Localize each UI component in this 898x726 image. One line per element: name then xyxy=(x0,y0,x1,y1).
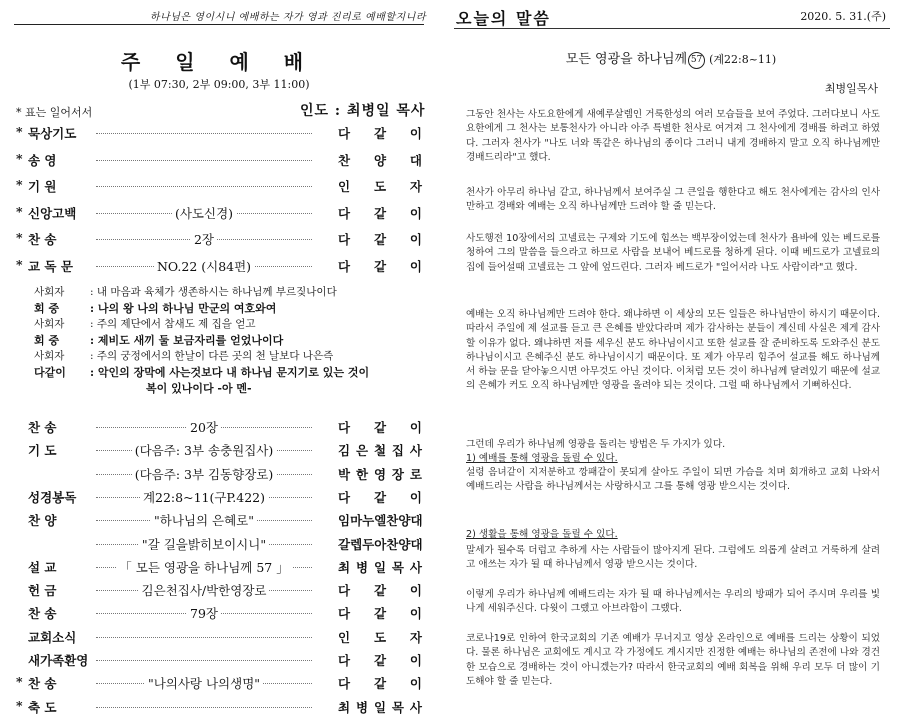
responsive-line xyxy=(90,382,480,396)
order-item-label: 축 도 xyxy=(28,699,57,715)
service-title: 주 일 예 배 xyxy=(120,50,318,74)
bulletin-date: 2020. 5. 31.(주) xyxy=(800,10,886,23)
sermon-paragraph-5: 설령 음녀같이 지저분하고 깡패같이 못되게 살아도 주일이 되면 가슴을 치며 회개하고 교회 나와서 예배드리는 사람을 하나님께서는 사랑하시고 그를 통해 영광 받으시는 것이다. xyxy=(466,467,880,493)
order-item-label: 찬 송 xyxy=(28,420,57,435)
responsive-speaker: 다같이 xyxy=(34,366,66,379)
stand-marker: * xyxy=(16,177,23,192)
sermon-paragraph-3: 사도행전 10장에서의 고넬료는 구제와 기도에 힘쓰는 백부장이었는데 천사가 욥바에 있는 베드로를 청하여 그의 말씀을 들으라고 하므로 사람을 보내어 베드로를 청하게 된다. 이때 베드로가 고넬료의 집에 들어설때 고넬료는 그 앞에 엎드린다. 그러자 베드로가 "일어서라 나도 사람이라"고 했다. xyxy=(466,233,880,273)
order-item-detail: "갈 길을밝히보이시니" xyxy=(96,535,312,553)
sermon-heading xyxy=(444,48,898,69)
order-item-detail: 김은천집사/박한영장로 xyxy=(96,581,312,599)
order-item-detail: 20장 xyxy=(96,418,312,436)
order-item-label: 교 독 문 xyxy=(28,258,73,274)
stand-marker: * xyxy=(16,124,23,139)
order-item-label: 헌 금 xyxy=(28,583,57,599)
order-item-detail: 「 모든 영광을 하나님께 57 」 xyxy=(96,558,312,576)
order-item-performer: 김 은 철 집 사 xyxy=(338,443,422,459)
order-item-performer: 임마누엘찬양대 xyxy=(338,513,423,529)
methods-lead: 그런데 우리가 하나님께 영광을 돌리는 방법은 두 가지가 있다. xyxy=(466,439,726,450)
todays-word-title: 오늘의 말씀 xyxy=(456,9,551,28)
order-item-performer: 찬 양 대 xyxy=(338,152,422,168)
order-item-performer: 다 같 이 xyxy=(338,653,422,668)
order-item xyxy=(16,674,422,692)
order-item-label: 묵상기도 xyxy=(28,126,77,141)
order-item-performer: 다 같 이 xyxy=(338,489,422,505)
order-item-performer: 인 도 자 xyxy=(338,629,422,645)
order-item-detail: (다음주: 3부 김동향장로) xyxy=(96,465,312,483)
order-item-performer: 인 도 자 xyxy=(338,179,422,194)
responsive-speaker: 회 중 xyxy=(34,334,60,347)
responsive-speaker: 사회자 xyxy=(34,318,65,330)
order-item-label: 기 도 xyxy=(28,443,57,459)
method-1-heading: 1) 예배를 통해 영광을 돌릴 수 있다. xyxy=(466,453,618,464)
responsive-text: 복이 있나이다 -아 멘- xyxy=(146,382,252,395)
order-item-label: 찬 양 xyxy=(28,513,57,529)
responsive-line xyxy=(34,286,424,299)
stand-marker: * xyxy=(16,150,23,166)
sermon-paragraph-2: 천사가 아무리 하나님 같고, 하나님께서 보여주실 그 큰일을 행한다고 해도 천사에게는 감사의 인사만하고 경배와 예배는 오직 하나님께만 드려야 할 줄 믿는다. xyxy=(466,187,880,213)
sermon-reference: (계22:8~11) xyxy=(709,53,777,66)
sermon-paragraph-4: 예배는 오직 하나님께만 드려야 한다. 왜냐하면 이 세상의 모든 일들은 하나님만이 하시기 때문이다. 따라서 주일에 제 설교를 듣고 큰 은혜를 받았다라며 제가 감사하는 분들이 계신데 사실은 제게 감사할 이유가 없다. 왜냐하면 저를 세우신 분도 하나님이시고 또한 설교를 잘 준비하도록 도와주신 분도 하나님이시고 은혜주신 분도 하나님이시기 때문이다. 또 제가 아무리 힘주어 설교를 해도 하나님께서 하늘 문을 닫아놓으시면 아무것도 아닌 것이다. 이처럼 모든 것이 하나님께 달려있기 때문에 설교의 은혜가 커도 오직 하나님께만 영광을 올려야 되는 것이다. 그럴 때 하나님께서 기뻐하신다. xyxy=(466,309,880,392)
responsive-text: : 주의 궁정에서의 한날이 다른 곳의 천 날보다 나은즉 xyxy=(90,350,334,362)
order-item-performer: 최 병 일 목 사 xyxy=(338,559,422,575)
dotted-leader xyxy=(96,707,312,708)
order-item-label: 성경봉독 xyxy=(28,489,77,505)
stand-marker: * xyxy=(16,674,23,690)
order-item-performer: 최 병 일 목 사 xyxy=(338,699,422,715)
order-item-performer: 다 같 이 xyxy=(338,420,422,435)
order-item xyxy=(16,465,422,483)
dotted-leader xyxy=(96,186,312,187)
order-item-performer: 다 같 이 xyxy=(338,606,422,622)
dotted-leader xyxy=(96,133,312,134)
order-item-detail: NO.22 (시84편) xyxy=(96,257,312,275)
order-item-detail: "하나님의 은혜로" xyxy=(96,511,312,529)
sermon-author: 최병일목사 xyxy=(824,82,878,95)
order-item xyxy=(16,177,422,195)
stand-marker: * xyxy=(16,230,23,245)
order-item xyxy=(16,441,422,459)
order-item-label: 신앙고백 xyxy=(28,205,77,221)
order-item-performer: 다 같 이 xyxy=(338,126,422,141)
order-item-label: 찬 송 xyxy=(28,676,57,692)
order-item-performer: 다 같 이 xyxy=(338,232,422,247)
order-item-performer: 갈렙두아찬양대 xyxy=(338,536,423,552)
responsive-text: : 제비도 새끼 둘 보금자리를 얻었나이다 xyxy=(90,334,284,347)
order-item-performer: 다 같 이 xyxy=(338,205,422,221)
responsive-text: : 나의 왕 나의 하나님 만군의 여호와여 xyxy=(90,302,277,315)
responsive-line xyxy=(34,366,424,380)
order-item xyxy=(16,257,422,275)
order-item-label: 설 교 xyxy=(28,559,57,575)
order-item xyxy=(16,204,422,222)
sermon-paragraph-6: 말세가 될수록 더럽고 추하게 사는 사람들이 많아지게 된다. 그럼에도 의롭게 살려고 거룩하게 살려고 애쓰는 자가 될 때 하나님께서 영광 받으시는 것이다. xyxy=(466,545,880,571)
dotted-leader xyxy=(96,160,312,161)
responsive-speaker: 사회자 xyxy=(34,350,65,362)
order-item xyxy=(16,535,422,553)
stand-marker: * xyxy=(16,256,23,272)
responsive-text: : 악인의 장막에 사는것보다 내 하나님 문지기로 있는 것이 xyxy=(90,366,370,379)
responsive-line xyxy=(34,350,424,363)
order-item-label: 기 원 xyxy=(28,179,57,194)
order-item xyxy=(16,604,422,622)
header-divider xyxy=(454,28,890,29)
sermon-paragraph-8: 코로나19로 인하여 한국교회의 기존 예배가 무너지고 영상 온라인으로 예배를 드리는 상황이 되었다. 물론 하나님은 교회에도 계시고 각 가정에도 계시지만 진정한 예배는 하나님의 존전에 나와 경건한 모습으로 경배하는 것이 아니겠는가? 따라서 한국교회의 예배 회복을 위해 우리 모두 더 많이 기도해야 할 줄 믿는다. xyxy=(466,633,880,687)
order-item xyxy=(16,418,422,436)
order-item-performer: 박 한 영 장 로 xyxy=(338,466,422,482)
order-item xyxy=(16,698,422,716)
order-item-label: 찬 송 xyxy=(28,232,57,247)
dotted-leader xyxy=(96,637,312,638)
stand-marker: * xyxy=(16,697,23,713)
order-item-detail: 2장 xyxy=(96,230,312,248)
todays-word-page xyxy=(444,0,898,726)
sermon-paragraph-1: 그동안 천사는 사도요한에게 새예루살렘인 거룩한성의 여러 모습들을 보여 주었다. 그러다보니 사도요한에게 그 천사는 보통천사가 아니라 아주 특별한 천사로 여겨져 그 천사에게 경배를 하려고 하였다. 그러자 천사가 "나도 너와 똑같은 하나님의 종이다 그러니 내게 경배하지 말고 오직 하나님께만 경배드리라"고 했다. xyxy=(466,109,880,163)
order-item xyxy=(16,651,422,669)
method-2-heading: 2) 생활을 통해 영광을 돌릴 수 있다. xyxy=(466,529,618,540)
stand-note: * 표는 일어서서 xyxy=(16,106,93,119)
sermon-title: 모든 영광을 하나님께 xyxy=(565,52,688,67)
order-item-performer: 다 같 이 xyxy=(338,676,422,692)
order-item xyxy=(16,511,422,529)
order-item-label: 교회소식 xyxy=(28,629,77,645)
responsive-text: : 내 마음과 육체가 생존하시는 하나님께 부르짖나이다 xyxy=(90,286,337,298)
service-times: (1부 07:30, 2부 09:00, 3부 11:00) xyxy=(128,78,310,91)
order-item-label: 찬 송 xyxy=(28,606,57,622)
order-item xyxy=(16,628,422,646)
sermon-number-badge: 57 xyxy=(688,52,705,69)
order-of-service-page xyxy=(0,0,438,726)
order-item-detail: (사도신경) xyxy=(96,204,312,222)
motto-divider xyxy=(14,24,424,25)
order-item-detail: 계22:8~11(구P.422) xyxy=(96,488,312,506)
responsive-text: : 주의 제단에서 참새도 제 집을 얻고 xyxy=(90,318,256,330)
order-item-detail: (다음주: 3부 송충원집사) xyxy=(96,441,312,459)
order-item xyxy=(16,230,422,248)
stand-marker: * xyxy=(16,203,23,219)
order-item-performer: 다 같 이 xyxy=(338,583,422,599)
order-item xyxy=(16,124,422,142)
order-item-label: 새가족환영 xyxy=(28,653,89,668)
responsive-speaker: 사회자 xyxy=(34,286,65,298)
motto: 하나님은 영이시니 예배하는 자가 영과 진리로 예배할지니라 xyxy=(149,12,426,23)
order-item-performer: 다 같 이 xyxy=(338,258,422,274)
order-item xyxy=(16,581,422,599)
service-leader: 인도 : 최병일 목사 xyxy=(300,103,426,119)
responsive-line xyxy=(34,318,424,331)
dotted-leader xyxy=(96,660,312,661)
responsive-speaker: 회 중 xyxy=(34,302,60,315)
responsive-line xyxy=(34,334,424,348)
order-item xyxy=(16,488,422,506)
order-item-detail: 79장 xyxy=(96,604,312,622)
order-item-label: 송 영 xyxy=(28,152,57,168)
order-item xyxy=(16,558,422,576)
order-item xyxy=(16,151,422,169)
sermon-paragraph-7: 이렇게 우리가 하나님께 예배드리는 자가 될 때 하나님께서는 우리의 방패가 되어 주시며 우리를 빛나게 세워주신다. 다윗이 그랬고 아브라함이 그랬다. xyxy=(466,589,880,615)
order-item-detail: "나의사랑 나의생명" xyxy=(96,674,312,692)
responsive-line xyxy=(34,302,424,316)
